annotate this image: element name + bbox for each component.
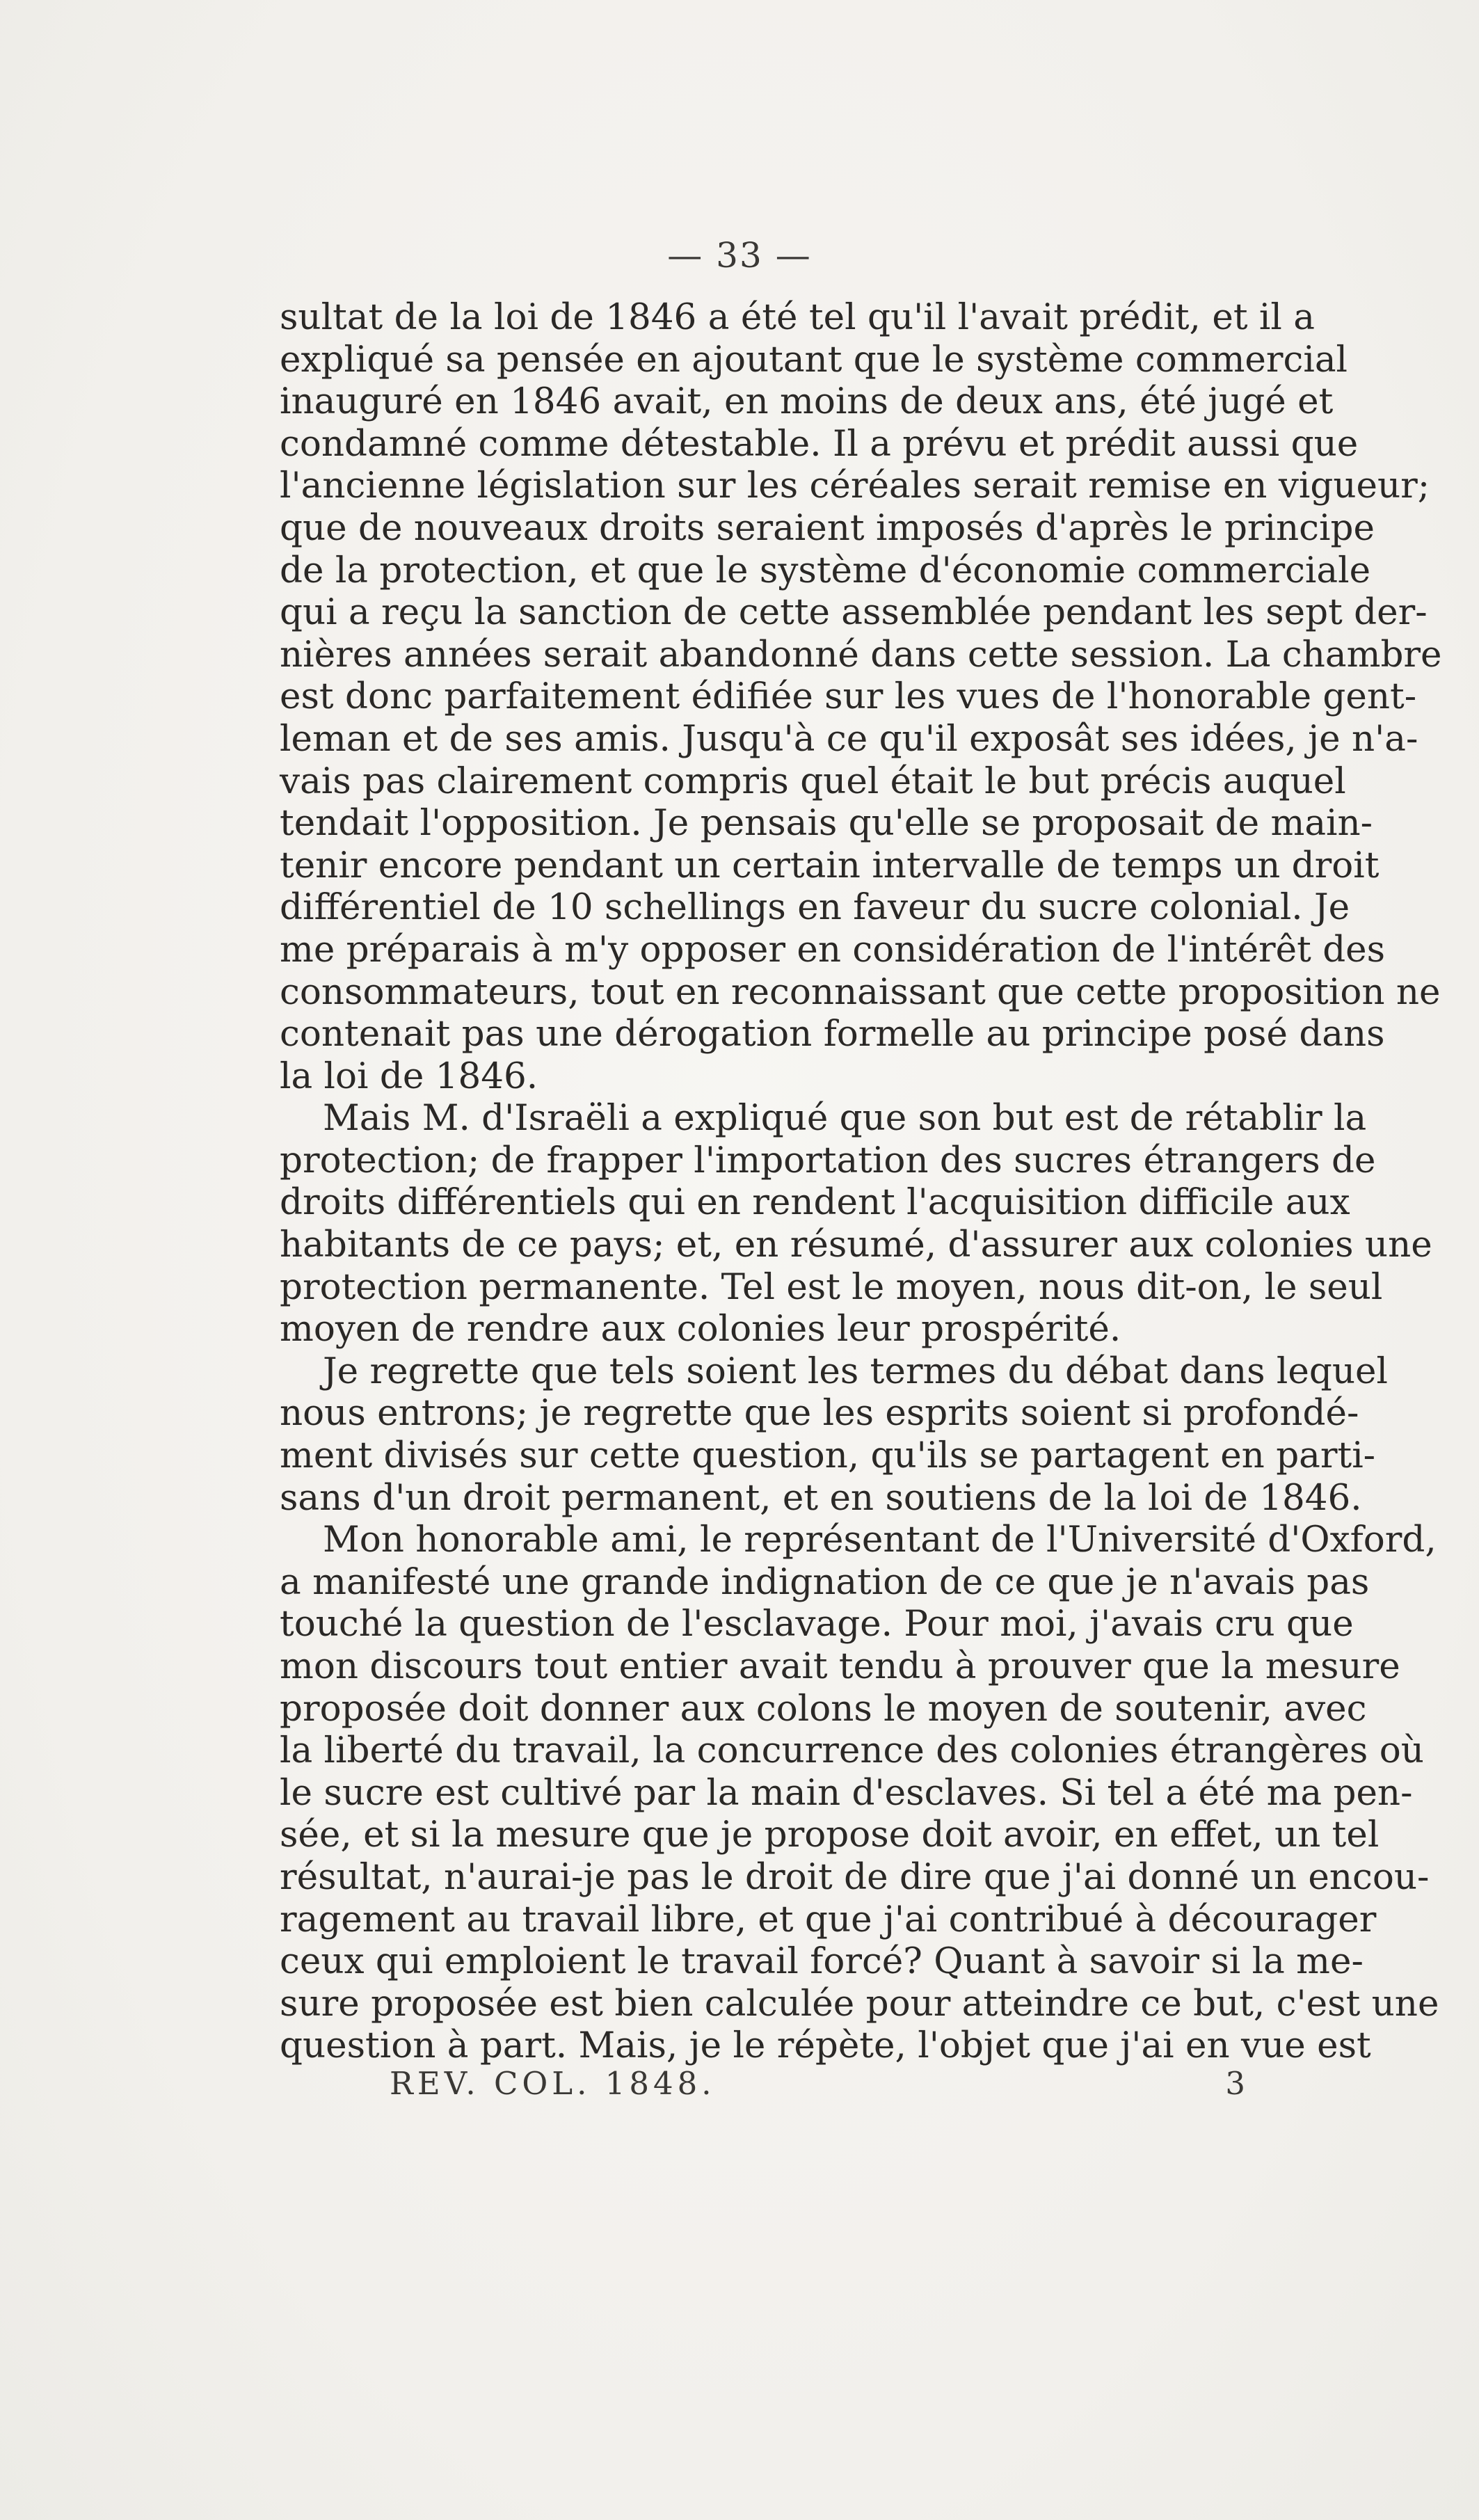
text-line: la loi de 1846. [280, 1055, 538, 1097]
page-number: — 33 — [667, 235, 812, 276]
text-line: sure proposée est bien calculée pour atteindre ce but, c'est une [280, 1982, 1439, 2025]
text-line: ceux qui emploient le travail forcé? Quant à savoir si la me- [280, 1940, 1364, 1983]
text-line: protection permanente. Tel est le moyen, nous dit-on, le seul [280, 1266, 1383, 1308]
text-line: habitants de ce pays; et, en résumé, d'assurer aux colonies une [280, 1224, 1432, 1266]
text-line: droits différentiels qui en rendent l'acquisition difficile aux [280, 1181, 1350, 1224]
text-line: que de nouveaux droits seraient imposés d'après le principe [280, 507, 1375, 549]
text-line: tendait l'opposition. Je pensais qu'elle se proposait de main- [280, 802, 1373, 845]
text-line: ment divisés sur cette question, qu'ils se partagent en parti- [280, 1435, 1376, 1477]
text-line: question à part. Mais, je le répète, l'objet que j'ai en vue est [280, 2025, 1371, 2067]
text-line: tenir encore pendant un certain intervalle de temps un droit [280, 844, 1380, 886]
text-line: la liberté du travail, la concurrence des colonies étrangères où [280, 1730, 1424, 1772]
signature-number: 3 [1225, 2065, 1245, 2102]
text-line: Mon honorable ami, le représentant de l'Université d'Oxford, [323, 1519, 1437, 1561]
text-line: sée, et si la mesure que je propose doit avoir, en effet, un tel [280, 1814, 1380, 1856]
text-line: nières années serait abandonné dans cette session. La chambre [280, 633, 1442, 676]
page-footer [390, 2065, 1245, 2107]
text-line: consommateurs, tout en reconnaissant que cette proposition ne [280, 971, 1441, 1013]
text-line: le sucre est cultivé par la main d'esclaves. Si tel a été ma pen- [280, 1771, 1413, 1814]
text-line: mon discours tout entier avait tendu à prouver que la mesure [280, 1645, 1400, 1687]
text-line: expliqué sa pensée en ajoutant que le système commercial [280, 338, 1348, 381]
text-line: l'ancienne législation sur les céréales serait remise en vigueur; [280, 465, 1430, 507]
text-line: vais pas clairement compris quel était le but précis auquel [280, 760, 1346, 802]
text-line: proposée doit donner aux colons le moyen de soutenir, avec [280, 1687, 1367, 1730]
text-line: Mais M. d'Israëli a expliqué que son but est de rétablir la [323, 1097, 1367, 1140]
text-line: touché la question de l'esclavage. Pour moi, j'avais cru que [280, 1603, 1354, 1645]
text-line: a manifesté une grande indignation de ce que je n'avais pas [280, 1561, 1370, 1603]
text-line: sans d'un droit permanent, et en soutiens de la loi de 1846. [280, 1476, 1362, 1519]
text-line: nous entrons; je regrette que les esprits soient si profondé- [280, 1392, 1359, 1435]
text-line: qui a reçu la sanction de cette assemblée pendant les sept der- [280, 591, 1428, 634]
text-line: protection; de frapper l'importation des sucres étrangers de [280, 1139, 1376, 1181]
text-line: moyen de rendre aux colonies leur prospérité. [280, 1308, 1121, 1350]
text-line: leman et de ses amis. Jusqu'à ce qu'il exposât ses idées, je n'a- [280, 717, 1418, 760]
signature-mark: REV. COL. 1848. [390, 2065, 716, 2102]
text-line: résultat, n'aurai-je pas le droit de dire que j'ai donné un encou- [280, 1856, 1430, 1898]
text-line: contenait pas une dérogation formelle au principe posé dans [280, 1013, 1385, 1055]
text-line: de la protection, et que le système d'économie commerciale [280, 549, 1371, 591]
text-line: Je regrette que tels soient les termes du débat dans lequel [323, 1350, 1388, 1392]
text-line: est donc parfaitement édifiée sur les vues de l'honorable gent- [280, 676, 1417, 718]
text-line: condamné comme détestable. Il a prévu et prédit aussi que [280, 422, 1359, 465]
text-line: inauguré en 1846 avait, en moins de deux ans, été jugé et [280, 381, 1334, 423]
text-line: ragement au travail libre, et que j'ai contribué à décourager [280, 1898, 1377, 1940]
text-line: différentiel de 10 schellings en faveur du sucre colonial. Je [280, 886, 1350, 929]
text-line: sultat de la loi de 1846 a été tel qu'il l'avait prédit, et il a [280, 296, 1315, 338]
body-text [280, 296, 1442, 2067]
text-line: me préparais à m'y opposer en considération de l'intérêt des [280, 928, 1386, 971]
